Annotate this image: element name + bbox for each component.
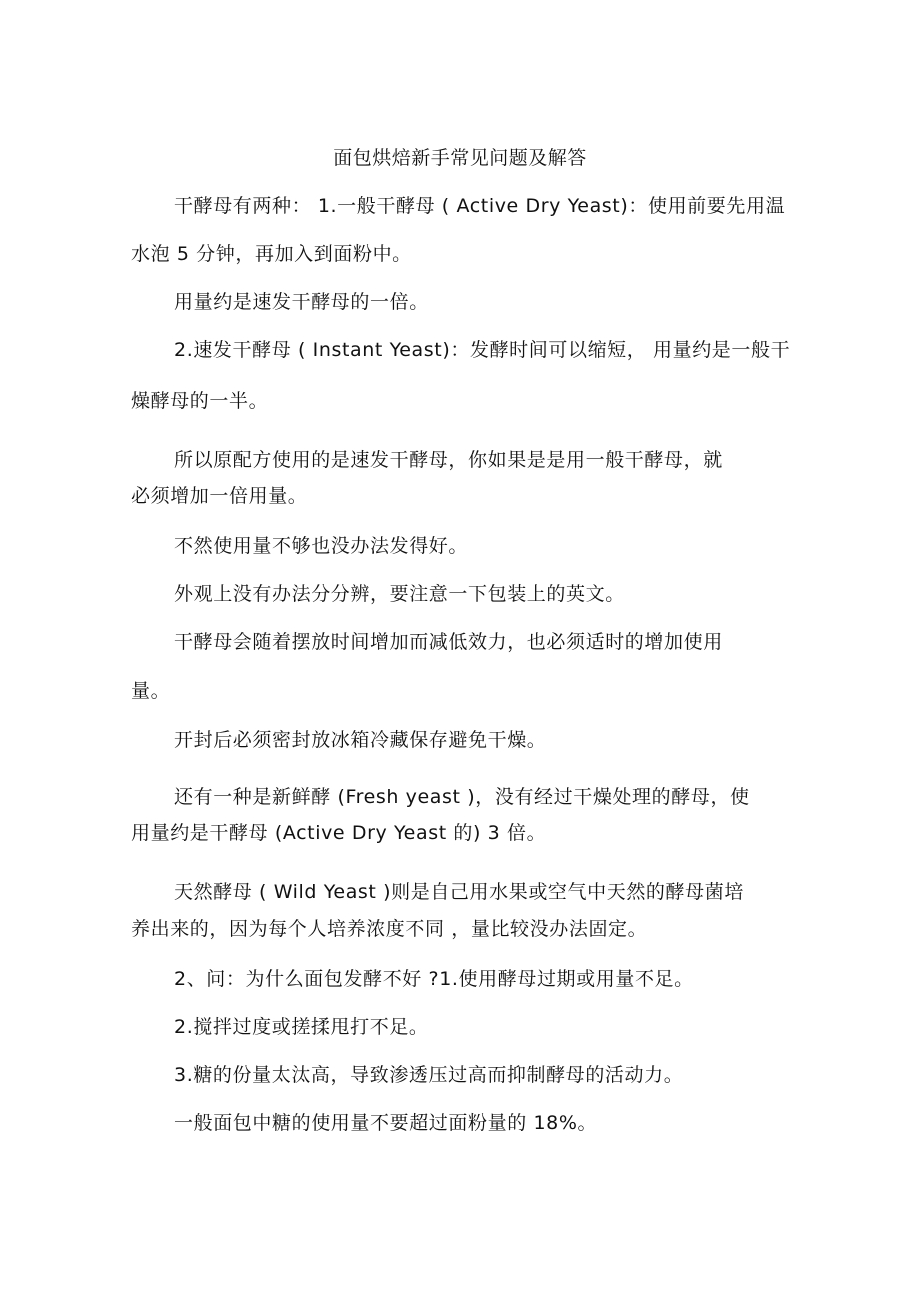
document-title: 面包烘焙新手常见问题及解答: [333, 147, 587, 169]
paragraph-line: 干酵母会随着摆放时间增加而减低效力，也必须适时的增加使用: [174, 631, 723, 653]
paragraph-line: 开封后必须密封放冰箱冷藏保存避免干燥。: [174, 729, 547, 751]
paragraph-line: 用量约是干酵母 (Active Dry Yeast 的) 3 倍。: [131, 822, 547, 844]
paragraph-line: 3.糖的份量太汰高，导致渗透压过高而抑制酵母的活动力。: [174, 1064, 684, 1086]
paragraph-line: 水泡 5 分钟，再加入到面粉中。: [131, 243, 412, 265]
paragraph-line: 不然使用量不够也没办法发得好。: [174, 535, 469, 557]
paragraph-line: 2、问：为什么面包发酵不好 ?1.使用酵母过期或用量不足。: [174, 968, 694, 990]
paragraph-line: 干酵母有两种： 1.一般干酵母 ( Active Dry Yeast)：使用前要先用温: [174, 195, 786, 217]
paragraph-line: 天然酵母 ( Wild Yeast )则是自己用水果或空气中天然的酵母菌培: [174, 881, 744, 903]
paragraph-line: 养出来的，因为每个人培养浓度不同 ，量比较没办法固定。: [131, 918, 648, 940]
paragraph-line: 2.搅拌过度或搓揉甩打不足。: [174, 1016, 429, 1038]
paragraph-line: 外观上没有办法分分辨，要注意一下包装上的英文。: [174, 583, 625, 605]
paragraph-line: 量。: [131, 680, 171, 702]
paragraph-line: 一般面包中糖的使用量不要超过面粉量的 18%。: [174, 1112, 598, 1134]
paragraph-line: 燥酵母的一半。: [131, 390, 269, 412]
paragraph-line: 所以原配方使用的是速发干酵母，你如果是是用一般干酵母，就: [174, 449, 723, 471]
paragraph-line: 用量约是速发干酵母的一倍。: [174, 291, 429, 313]
paragraph-line: 必须增加一倍用量。: [131, 485, 308, 507]
paragraph-line: 2.速发干酵母 ( Instant Yeast)：发酵时间可以缩短， 用量约是一般干: [174, 339, 791, 361]
paragraph-line: 还有一种是新鲜酵 (Fresh yeast )，没有经过干燥处理的酵母，使: [174, 786, 750, 808]
